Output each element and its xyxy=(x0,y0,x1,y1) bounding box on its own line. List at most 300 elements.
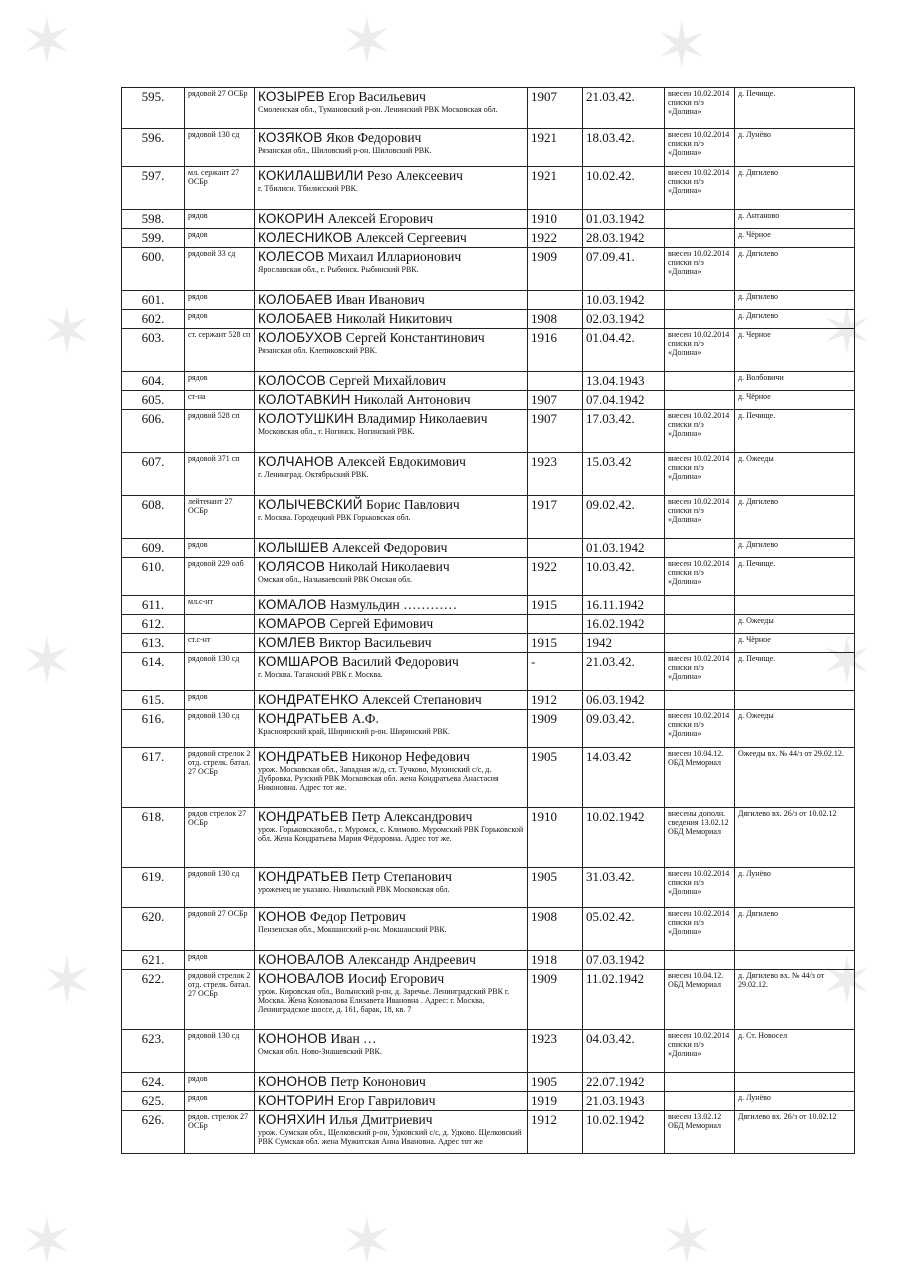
burial-place: д. Чёрное xyxy=(735,229,855,248)
record-note: внесен 10.02.2014 списки п/э «Долина» xyxy=(665,329,735,372)
surname: КОЛЧАНОВ xyxy=(258,454,334,469)
burial-place: д. Ожееды xyxy=(735,710,855,748)
watermark-star-icon: ✶ xyxy=(820,296,874,367)
birth-year: 1923 xyxy=(528,453,583,496)
register-body xyxy=(122,88,855,1154)
death-date: 06.03.1942 xyxy=(583,691,665,710)
burial-place: д. Печище. xyxy=(735,653,855,691)
soldier-name-cell xyxy=(255,1073,528,1092)
table-row xyxy=(122,691,855,710)
given-names: Александр Андреевич xyxy=(347,952,476,967)
burial-place: Ожееды вх. № 44/з от 29.02.12. xyxy=(735,748,855,808)
soldier-name xyxy=(258,373,524,389)
rank-unit: рядовой 33 сд xyxy=(185,248,255,291)
burial-place: д. Ожееды xyxy=(735,615,855,634)
soldier-name xyxy=(258,635,524,651)
rank-unit: рядов xyxy=(185,1073,255,1092)
soldier-name-cell xyxy=(255,653,528,691)
table-row xyxy=(122,1111,855,1154)
birth-year: 1909 xyxy=(528,970,583,1030)
record-note: внесен 10.04.12. ОБД Мемориал xyxy=(665,748,735,808)
birth-year xyxy=(528,539,583,558)
watermark-star-icon: ✶ xyxy=(340,6,394,77)
record-note: внесен 10.02.2014 списки п/э «Долина» xyxy=(665,868,735,908)
birth-year: 1919 xyxy=(528,1092,583,1111)
soldier-details: Ярославская обл., г. Рыбинск. Рыбинский РВК. xyxy=(258,265,419,274)
soldier-details: Красноярский край, Ширинский р-он. Ширинский РВК. xyxy=(258,727,450,736)
rank-unit: рядовой 130 сд xyxy=(185,710,255,748)
burial-place: д. Дягилево xyxy=(735,539,855,558)
death-date: 13.04.1943 xyxy=(583,372,665,391)
soldier-name-cell xyxy=(255,808,528,868)
soldier-name xyxy=(258,692,524,708)
burial-place: д. Дягилево xyxy=(735,167,855,210)
surname: КОЛОТУШКИН xyxy=(258,411,354,426)
burial-place: д. Лунёво xyxy=(735,1092,855,1111)
row-number: 622. xyxy=(122,970,185,1030)
soldier-details: Рязанская обл., Шиловский р-он. Шиловский РВК. xyxy=(258,146,432,155)
soldier-name xyxy=(258,411,524,427)
row-number: 609. xyxy=(122,539,185,558)
soldier-details: урож. Московская обл., Западная ж/д, ст. Тучково, Мухинский с/с, д. Дубровка. Рузский РВК Московская обл. жена Кондратьева Анастасия Никоновна. Адрес тот же. xyxy=(258,765,499,792)
soldier-name xyxy=(258,971,524,987)
table-row xyxy=(122,748,855,808)
rank-unit: рядов xyxy=(185,1092,255,1111)
death-date: 31.03.42. xyxy=(583,868,665,908)
record-note: внесен 10.02.2014 списки п/э «Долина» xyxy=(665,710,735,748)
record-note: внесен 10.02.2014 списки п/э «Долина» xyxy=(665,248,735,291)
death-date: 10.02.42. xyxy=(583,167,665,210)
table-row xyxy=(122,248,855,291)
rank-unit: рядовой 130 сд xyxy=(185,868,255,908)
burial-place: д. Чёрное xyxy=(735,391,855,410)
record-note: внесен 10.02.2014 списки п/э «Долина» xyxy=(665,653,735,691)
soldier-name-cell xyxy=(255,129,528,167)
row-number: 618. xyxy=(122,808,185,868)
birth-year xyxy=(528,291,583,310)
soldier-name-cell xyxy=(255,691,528,710)
soldier-name xyxy=(258,749,524,765)
soldier-name-cell xyxy=(255,1092,528,1111)
birth-year: 1908 xyxy=(528,908,583,951)
row-number: 624. xyxy=(122,1073,185,1092)
given-names: Назмульдин ………… xyxy=(329,597,458,612)
rank-unit: рядовой стрелок 2 отд. стрелк. батал. 27 ОСБр xyxy=(185,748,255,808)
birth-year: 1907 xyxy=(528,88,583,129)
row-number: 610. xyxy=(122,558,185,596)
record-note: внесены дополн. сведения 13.02.12 ОБД Мемориал xyxy=(665,808,735,868)
rank-unit: мл. сержант 27 ОСБр xyxy=(185,167,255,210)
soldier-details: г. Москва. Таганский РВК г. Москва. xyxy=(258,670,383,679)
table-row xyxy=(122,558,855,596)
row-number: 596. xyxy=(122,129,185,167)
rank-unit: рядовой 130 сд xyxy=(185,129,255,167)
record-note: внесен 10.02.2014 списки п/э «Долина» xyxy=(665,129,735,167)
record-note xyxy=(665,310,735,329)
soldier-details: Омская обл. Ново-Знашевский РВК. xyxy=(258,1047,382,1056)
death-date: 21.03.42. xyxy=(583,653,665,691)
given-names: Сергей Михайлович xyxy=(329,373,446,388)
birth-year: 1907 xyxy=(528,391,583,410)
given-names: Петр Александрович xyxy=(351,809,473,824)
soldier-name-cell xyxy=(255,1111,528,1154)
table-row xyxy=(122,391,855,410)
rank-unit: рядовой 27 ОСБр xyxy=(185,908,255,951)
soldier-name xyxy=(258,540,524,556)
surname: КОНТОРИН xyxy=(258,1093,335,1108)
given-names: Егор Васильевич xyxy=(328,89,426,104)
table-row xyxy=(122,372,855,391)
rank-unit: рядовой 229 олб xyxy=(185,558,255,596)
table-row xyxy=(122,88,855,129)
rank-unit: рядов xyxy=(185,310,255,329)
rank-unit: ст.с-нт xyxy=(185,634,255,653)
surname: КОНДРАТЬЕВ xyxy=(258,711,349,726)
birth-year: 1917 xyxy=(528,496,583,539)
soldier-name xyxy=(258,168,524,184)
birth-year: 1905 xyxy=(528,748,583,808)
row-number: 620. xyxy=(122,908,185,951)
soldier-name xyxy=(258,1074,524,1090)
surname: КОЗЯКОВ xyxy=(258,130,323,145)
rank-unit: ст. сержант 528 сп xyxy=(185,329,255,372)
row-number: 604. xyxy=(122,372,185,391)
soldier-name-cell xyxy=(255,615,528,634)
burial-place xyxy=(735,1073,855,1092)
birth-year: 1909 xyxy=(528,710,583,748)
given-names: Никонор Нефедович xyxy=(351,749,470,764)
watermark-star-icon: ✶ xyxy=(655,11,709,82)
table-row xyxy=(122,596,855,615)
rank-unit: рядов xyxy=(185,372,255,391)
surname: КОНДРАТЬЕВ xyxy=(258,809,349,824)
record-note: внесен 10.02.2014 списки п/э «Долина» xyxy=(665,410,735,453)
given-names: Алексей Евдокимович xyxy=(337,454,466,469)
record-note: внесен 13.02.12 ОБД Мемориал xyxy=(665,1111,735,1154)
surname: КОМЛЕВ xyxy=(258,635,316,650)
surname: КОЛЯСОВ xyxy=(258,559,326,574)
table-row xyxy=(122,410,855,453)
table-row xyxy=(122,210,855,229)
death-date: 16.02.1942 xyxy=(583,615,665,634)
death-date: 17.03.42. xyxy=(583,410,665,453)
soldier-name xyxy=(258,454,524,470)
table-row xyxy=(122,310,855,329)
death-date: 01.03.1942 xyxy=(583,210,665,229)
soldier-name-cell xyxy=(255,391,528,410)
death-date: 10.03.42. xyxy=(583,558,665,596)
soldier-name-cell xyxy=(255,868,528,908)
given-names: Николай Антонович xyxy=(353,392,471,407)
soldier-name-cell xyxy=(255,496,528,539)
record-note: внесен 10.02.2014 списки п/э «Долина» xyxy=(665,558,735,596)
given-names: Николай Никитович xyxy=(335,311,453,326)
watermark-star-icon: ✶ xyxy=(40,946,94,1017)
record-note: внесен 10.02.2014 списки п/э «Долина» xyxy=(665,167,735,210)
soldier-name-cell xyxy=(255,1030,528,1073)
burial-place: Дягилево вх. 26/з от 10.02.12 xyxy=(735,808,855,868)
burial-place xyxy=(735,596,855,615)
table-row xyxy=(122,868,855,908)
row-number: 616. xyxy=(122,710,185,748)
surname: КОНЯХИН xyxy=(258,1112,326,1127)
watermark-star-icon: ✶ xyxy=(660,1206,714,1277)
death-date: 07.04.1942 xyxy=(583,391,665,410)
given-names: Сергей Ефимович xyxy=(329,616,434,631)
row-number: 595. xyxy=(122,88,185,129)
given-names: Михаил Илларионович xyxy=(327,249,462,264)
burial-place: Дягилево вх. 26/з от 10.02.12 xyxy=(735,1111,855,1154)
row-number: 597. xyxy=(122,167,185,210)
burial-register-table xyxy=(121,87,855,1154)
soldier-name xyxy=(258,952,524,968)
soldier-name-cell xyxy=(255,291,528,310)
given-names: Сергей Константинович xyxy=(345,330,485,345)
table-row xyxy=(122,329,855,372)
birth-year: 1922 xyxy=(528,229,583,248)
burial-place: д. Дягилево xyxy=(735,248,855,291)
death-date: 07.03.1942 xyxy=(583,951,665,970)
soldier-details: уроженец не указано. Никольский РВК Московская обл. xyxy=(258,885,450,894)
watermark-star-icon: ✶ xyxy=(40,296,94,367)
birth-year: 1907 xyxy=(528,410,583,453)
record-note: внесен 10.02.2014 списки п/э «Долина» xyxy=(665,908,735,951)
row-number: 614. xyxy=(122,653,185,691)
record-note xyxy=(665,372,735,391)
record-note xyxy=(665,539,735,558)
burial-place: д. Лунёво xyxy=(735,129,855,167)
soldier-name-cell xyxy=(255,329,528,372)
death-date: 10.02.1942 xyxy=(583,1111,665,1154)
burial-place: д. Дягилево xyxy=(735,291,855,310)
soldier-name-cell xyxy=(255,710,528,748)
soldier-details: Смоленская обл., Тумановский р-он. Ленинский РВК Московская обл. xyxy=(258,105,498,114)
record-note xyxy=(665,951,735,970)
burial-place: д. Дягилево xyxy=(735,908,855,951)
soldier-name xyxy=(258,130,524,146)
given-names: Федор Петрович xyxy=(309,909,406,924)
soldier-details: г. Ленинград. Октябрьский РВК. xyxy=(258,470,369,479)
soldier-details: Рязанская обл. Клепиковский РВК. xyxy=(258,346,377,355)
record-note xyxy=(665,596,735,615)
record-note: внесен 10.02.2014 списки п/э «Долина» xyxy=(665,88,735,129)
row-number: 605. xyxy=(122,391,185,410)
record-note: внесен 10.02.2014 списки п/э «Долина» xyxy=(665,496,735,539)
surname: КОЛЕСНИКОВ xyxy=(258,230,353,245)
surname: КОЛОБАЕВ xyxy=(258,311,333,326)
surname: КОКИЛАШВИЛИ xyxy=(258,168,364,183)
rank-unit xyxy=(185,615,255,634)
table-row xyxy=(122,291,855,310)
soldier-details: урож. Кировская обл., Волынский р-он, д. Заречье. Ленинградский РВК г. Москва. Жена Коновалова Елизавета Ивановна . Адрес: г. Москва, Ленинградское шоссе, д. 161, барак, 18, кв. 7 xyxy=(258,987,510,1014)
table-row xyxy=(122,229,855,248)
soldier-name-cell xyxy=(255,410,528,453)
given-names: Алексей Сергеевич xyxy=(355,230,467,245)
rank-unit: рядовой 528 сп xyxy=(185,410,255,453)
death-date: 09.03.42. xyxy=(583,710,665,748)
row-number: 621. xyxy=(122,951,185,970)
surname: КОЛЫШЕВ xyxy=(258,540,329,555)
soldier-name xyxy=(258,809,524,825)
burial-place: д. Антаново xyxy=(735,210,855,229)
given-names: Егор Гаврилович xyxy=(337,1093,436,1108)
given-names: Алексей Егорович xyxy=(327,211,434,226)
watermark-star-icon: ✶ xyxy=(820,946,874,1017)
soldier-name xyxy=(258,211,524,227)
surname: КОНОНОВ xyxy=(258,1074,328,1089)
birth-year: - xyxy=(528,653,583,691)
soldier-name-cell xyxy=(255,951,528,970)
birth-year xyxy=(528,372,583,391)
record-note xyxy=(665,691,735,710)
surname: КОМАРОВ xyxy=(258,616,327,631)
table-row xyxy=(122,710,855,748)
row-number: 626. xyxy=(122,1111,185,1154)
row-number: 623. xyxy=(122,1030,185,1073)
record-note xyxy=(665,229,735,248)
death-date: 22.07.1942 xyxy=(583,1073,665,1092)
soldier-name-cell xyxy=(255,539,528,558)
soldier-details: г. Тбилиси. Тбилисский РВК. xyxy=(258,184,358,193)
rank-unit: рядовой 27 ОСБр xyxy=(185,88,255,129)
table-row xyxy=(122,951,855,970)
death-date: 21.03.42. xyxy=(583,88,665,129)
death-date: 28.03.1942 xyxy=(583,229,665,248)
table-row xyxy=(122,496,855,539)
rank-unit: рядов xyxy=(185,210,255,229)
surname: КОНОВ xyxy=(258,909,307,924)
soldier-details: урож. Горьковскаяобл., г. Муромск, с. Климово. Муромский РВК Горьковской обл. Жена Кондратьева Мария Фёдоровна. Адрес тот же. xyxy=(258,825,524,843)
soldier-name-cell xyxy=(255,970,528,1030)
birth-year: 1912 xyxy=(528,1111,583,1154)
row-number: 602. xyxy=(122,310,185,329)
surname: КОНДРАТЬЕВ xyxy=(258,749,349,764)
rank-unit: рядовой стрелок 2 отд. стрелк. батал. 27 ОСБр xyxy=(185,970,255,1030)
burial-place: д. Чёрное xyxy=(735,634,855,653)
soldier-name xyxy=(258,330,524,346)
surname: КОКОРИН xyxy=(258,211,325,226)
soldier-name xyxy=(258,392,524,408)
given-names: Владимир Николаевич xyxy=(357,411,488,426)
row-number: 611. xyxy=(122,596,185,615)
death-date: 21.03.1943 xyxy=(583,1092,665,1111)
table-row xyxy=(122,453,855,496)
table-row xyxy=(122,539,855,558)
row-number: 603. xyxy=(122,329,185,372)
row-number: 615. xyxy=(122,691,185,710)
rank-unit: рядов xyxy=(185,951,255,970)
table-row xyxy=(122,129,855,167)
rank-unit: рядовой 130 сд xyxy=(185,1030,255,1073)
given-names: Петр Степанович xyxy=(351,869,452,884)
burial-place xyxy=(735,951,855,970)
birth-year: 1921 xyxy=(528,167,583,210)
given-names: Иван Иванович xyxy=(335,292,425,307)
rank-unit: рядов xyxy=(185,691,255,710)
record-note: внесен 10.02.2014 списки п/э «Долина» xyxy=(665,1030,735,1073)
soldier-name-cell xyxy=(255,748,528,808)
soldier-details: урож. Сумская обл., Щелковский р-он, Удковский с/с, д. Удково. Щелковский РВК Сумская обл. жена Мужитская Анна Ивановна. Адрес тот же xyxy=(258,1128,522,1146)
soldier-name-cell xyxy=(255,167,528,210)
soldier-name xyxy=(258,230,524,246)
record-note xyxy=(665,291,735,310)
birth-year: 1922 xyxy=(528,558,583,596)
row-number: 607. xyxy=(122,453,185,496)
soldier-name xyxy=(258,311,524,327)
surname: КОЛОТАВКИН xyxy=(258,392,351,407)
burial-place xyxy=(735,691,855,710)
watermark-star-icon: ✶ xyxy=(20,626,74,697)
birth-year xyxy=(528,615,583,634)
row-number: 613. xyxy=(122,634,185,653)
given-names: Алексей Федорович xyxy=(332,540,448,555)
death-date: 1942 xyxy=(583,634,665,653)
soldier-name-cell xyxy=(255,453,528,496)
given-names: Иосиф Егорович xyxy=(347,971,445,986)
death-date: 05.02.42. xyxy=(583,908,665,951)
given-names: Алексей Степанович xyxy=(361,692,482,707)
rank-unit: ст-на xyxy=(185,391,255,410)
burial-place: д. Дягилево xyxy=(735,496,855,539)
death-date: 18.03.42. xyxy=(583,129,665,167)
record-note xyxy=(665,634,735,653)
birth-year: 1916 xyxy=(528,329,583,372)
rank-unit: рядов xyxy=(185,229,255,248)
record-note xyxy=(665,391,735,410)
surname: КОЛОБУХОВ xyxy=(258,330,343,345)
surname: КОМШАРОВ xyxy=(258,654,339,669)
rank-unit: рядов стрелок 27 ОСБр xyxy=(185,808,255,868)
soldier-name xyxy=(258,1112,524,1128)
soldier-name-cell xyxy=(255,229,528,248)
soldier-name xyxy=(258,711,524,727)
row-number: 619. xyxy=(122,868,185,908)
given-names: Яков Федорович xyxy=(325,130,422,145)
soldier-name xyxy=(258,89,524,105)
soldier-name xyxy=(258,1031,524,1047)
soldier-name-cell xyxy=(255,908,528,951)
soldier-details: Пензенская обл., Мокшанский р-он. Мокшанский РВК. xyxy=(258,925,447,934)
soldier-name xyxy=(258,616,524,632)
death-date: 16.11.1942 xyxy=(583,596,665,615)
burial-place: д. Печище. xyxy=(735,410,855,453)
given-names: Петр Кононович xyxy=(330,1074,426,1089)
soldier-details: г. Москва. Городецкий РВК Горьковская обл. xyxy=(258,513,411,522)
record-note xyxy=(665,1092,735,1111)
soldier-name xyxy=(258,869,524,885)
rank-unit: рядов xyxy=(185,539,255,558)
birth-year: 1915 xyxy=(528,634,583,653)
soldier-name-cell xyxy=(255,372,528,391)
given-names: Иван … xyxy=(330,1031,377,1046)
burial-place: д. Печище. xyxy=(735,558,855,596)
soldier-name xyxy=(258,249,524,265)
rank-unit: мл.с-нт xyxy=(185,596,255,615)
burial-place: д. Ст. Новосел xyxy=(735,1030,855,1073)
surname: КОЛОБАЕВ xyxy=(258,292,333,307)
record-note xyxy=(665,1073,735,1092)
burial-place: д. Лунёво xyxy=(735,868,855,908)
table-row xyxy=(122,1092,855,1111)
surname: КОНДРАТЕНКО xyxy=(258,692,359,707)
record-note xyxy=(665,615,735,634)
birth-year: 1910 xyxy=(528,808,583,868)
surname: КОНДРАТЬЕВ xyxy=(258,869,349,884)
rank-unit: рядовой 130 сд xyxy=(185,653,255,691)
soldier-name xyxy=(258,1093,524,1109)
row-number: 617. xyxy=(122,748,185,808)
table-row xyxy=(122,808,855,868)
